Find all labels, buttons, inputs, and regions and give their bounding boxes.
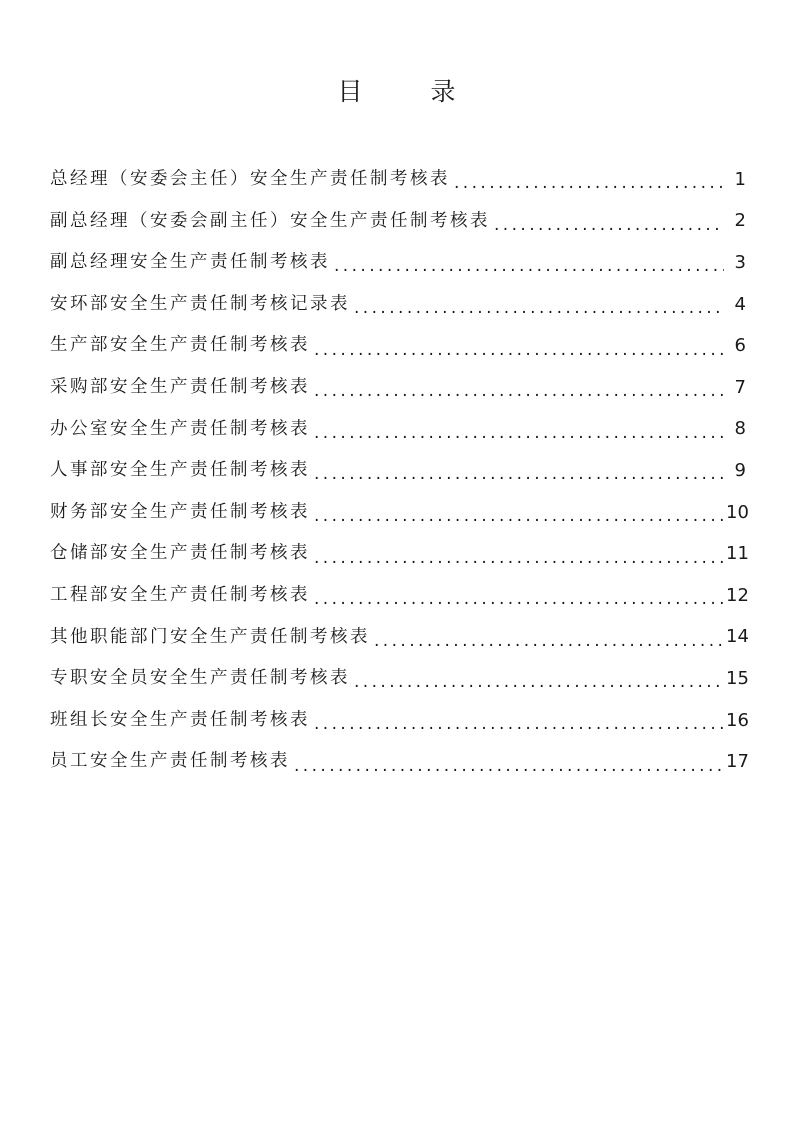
toc-dot-leader bbox=[314, 716, 724, 733]
toc-dot-leader bbox=[494, 217, 724, 234]
toc-dot-leader bbox=[314, 508, 724, 525]
toc-entry[interactable] bbox=[50, 159, 746, 201]
page-title: 目 录 bbox=[337, 77, 486, 106]
toc-entry-label: 人事部安全生产责任制考核表 bbox=[50, 460, 310, 481]
toc-entry-page-number: 2 bbox=[734, 210, 746, 232]
toc-entry-page-number: 8 bbox=[734, 418, 746, 440]
toc-entry[interactable] bbox=[50, 284, 746, 326]
toc-dot-leader bbox=[334, 258, 724, 275]
toc-dot-leader bbox=[294, 758, 724, 775]
toc-dot-leader bbox=[374, 633, 724, 650]
toc-entry[interactable] bbox=[50, 450, 746, 492]
toc-entry-page-number: 15 bbox=[726, 667, 749, 689]
toc-dot-leader bbox=[354, 674, 724, 691]
toc-entry-page-number: 4 bbox=[734, 293, 746, 315]
toc-entry[interactable] bbox=[50, 700, 749, 742]
toc-entry-label: 其他职能部门安全生产责任制考核表 bbox=[50, 626, 370, 647]
toc-entry-page-number: 6 bbox=[734, 335, 746, 357]
toc-entry[interactable] bbox=[50, 492, 749, 534]
toc-entry-label: 生产部安全生产责任制考核表 bbox=[50, 335, 310, 356]
toc-dot-leader bbox=[454, 175, 724, 192]
toc-entry-label: 副总经理（安委会副主任）安全生产责任制考核表 bbox=[50, 210, 490, 231]
toc-entry-page-number: 16 bbox=[726, 709, 749, 731]
toc-entry-label: 安环部安全生产责任制考核记录表 bbox=[50, 293, 350, 314]
toc-dot-leader bbox=[354, 300, 724, 317]
toc-entry-label: 副总经理安全生产责任制考核表 bbox=[50, 252, 330, 273]
toc-entry-label: 采购部安全生产责任制考核表 bbox=[50, 377, 310, 398]
toc-entry-label: 专职安全员安全生产责任制考核表 bbox=[50, 668, 350, 689]
toc-entry[interactable] bbox=[50, 533, 749, 575]
toc-entry[interactable] bbox=[50, 575, 749, 617]
toc-dot-leader bbox=[314, 342, 724, 359]
toc-entry-page-number: 7 bbox=[734, 376, 746, 398]
toc-entry-label: 财务部安全生产责任制考核表 bbox=[50, 501, 310, 522]
toc-entry[interactable] bbox=[50, 617, 749, 659]
toc-entry-label: 仓储部安全生产责任制考核表 bbox=[50, 543, 310, 564]
toc-entry[interactable] bbox=[50, 242, 746, 284]
toc-entry-page-number: 10 bbox=[726, 501, 749, 523]
table-of-contents bbox=[50, 159, 749, 783]
toc-entry-label: 员工安全生产责任制考核表 bbox=[50, 751, 290, 772]
toc-entry[interactable] bbox=[50, 367, 746, 409]
toc-entry-page-number: 9 bbox=[734, 459, 746, 481]
toc-dot-leader bbox=[314, 550, 724, 567]
toc-entry[interactable] bbox=[50, 741, 749, 783]
toc-entry-page-number: 1 bbox=[734, 168, 746, 190]
toc-entry[interactable] bbox=[50, 658, 749, 700]
toc-dot-leader bbox=[314, 591, 724, 608]
toc-entry-label: 班组长安全生产责任制考核表 bbox=[50, 709, 310, 730]
toc-dot-leader bbox=[314, 425, 724, 442]
toc-entry-page-number: 17 bbox=[726, 751, 749, 773]
toc-entry-label: 办公室安全生产责任制考核表 bbox=[50, 418, 310, 439]
toc-entry[interactable] bbox=[50, 409, 746, 451]
toc-entry[interactable] bbox=[50, 201, 746, 243]
toc-dot-leader bbox=[314, 383, 724, 400]
toc-entry-page-number: 12 bbox=[726, 584, 749, 606]
toc-entry-label: 总经理（安委会主任）安全生产责任制考核表 bbox=[50, 169, 450, 190]
toc-entry-page-number: 14 bbox=[726, 626, 749, 648]
toc-entry[interactable] bbox=[50, 325, 746, 367]
toc-dot-leader bbox=[314, 466, 724, 483]
toc-entry-label: 工程部安全生产责任制考核表 bbox=[50, 584, 310, 605]
toc-entry-page-number: 11 bbox=[726, 543, 749, 565]
toc-entry-page-number: 3 bbox=[734, 251, 746, 273]
